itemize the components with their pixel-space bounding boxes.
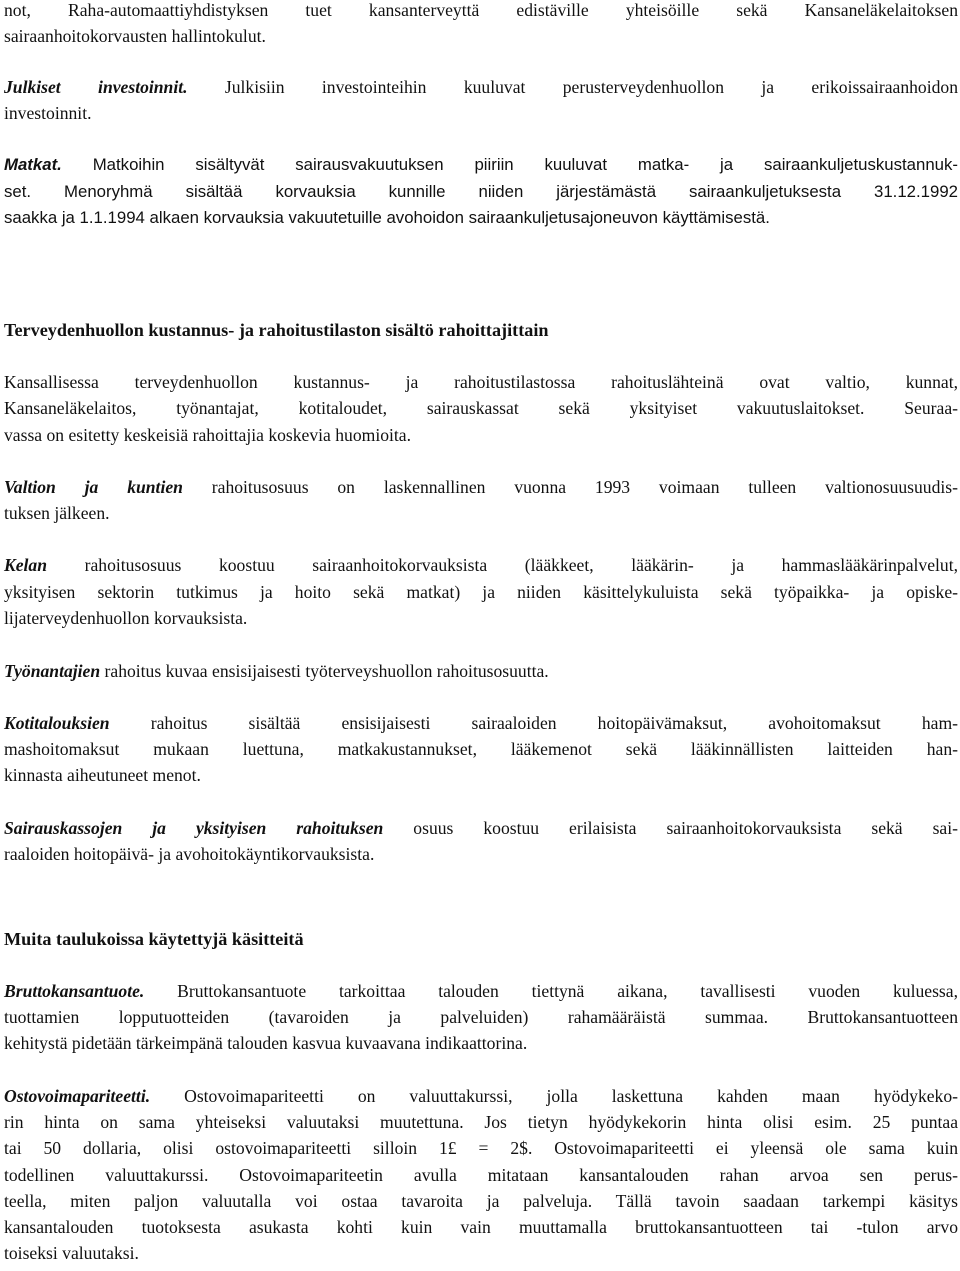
body-line: Kansaneläkelaitos, työnantajat, kotitaloudet, sairauskassat sekä yksityiset vakuutuslaitokset. Seuraa- [4, 398, 958, 418]
paragraph-kotitaloudet: Kotitalouksien rahoitus sisältää ensisijaisesti sairaaloiden hoitopäivämaksut, avohoitomaksut ham- [4, 713, 958, 733]
body-line: tai 50 dollaria, olisi ostovoimapariteetti silloin 1£ = 2$. Ostovoimapariteetti ei yleensä ole sama kuin [4, 1138, 958, 1158]
body-line: todellinen valuuttakurssi. Ostovoimapariteetin avulla mitataan kansantalouden rahan arvoa sen perus- [4, 1165, 958, 1185]
term-matkat: Matkat. [4, 155, 62, 174]
body-line: lijaterveydenhuollon korvauksista. [4, 608, 248, 628]
body-line: set. Menoryhmä sisältää korvauksia kunnille niiden järjestämästä sairaankuljetuksesta 31.12.1992 [4, 182, 958, 201]
body-line: investoinnit. [4, 103, 92, 123]
term-kotitaloudet: Kotitalouksien [4, 713, 110, 733]
term-sairauskassat: Sairauskassojen ja yksityisen rahoituksen [4, 818, 384, 838]
section-heading: Terveydenhuollon kustannus- ja rahoitustilaston sisältö rahoittajittain [4, 320, 549, 340]
term-julkiset: Julkiset investoinnit. [4, 77, 188, 97]
body-line: teella, miten paljon valuutalla voi ostaa tavaroita ja palveluja. Tällä tavoin saadaan tarkempi käsitys [4, 1191, 958, 1211]
body-line: tuksen jälkeen. [4, 503, 110, 523]
body-line: kansantalouden tuotoksesta asukasta kohti kuin vain muuttamalla bruttokansantuotteen tai -tulon arvo [4, 1217, 958, 1237]
paragraph-sairauskassat: Sairauskassojen ja yksityisen rahoituksen osuus koostuu erilaisista sairaanhoitokorvauksista sekä sai- [4, 818, 958, 838]
paragraph-kela: Kelan rahoitusosuus koostuu sairaanhoitokorvauksista (lääkkeet, lääkärin- ja hammaslääkärinpalvelut, [4, 555, 958, 575]
paragraph-ostovoimapariteetti: Ostovoimapariteetti. Ostovoimapariteetti on valuuttakurssi, jolla laskettuna kahden maan hyödykeko- [4, 1086, 958, 1106]
term-bruttokansantuote: Bruttokansantuote. [4, 981, 145, 1001]
body-line: vassa on esitetty keskeisiä rahoittajia koskevia huomioita. [4, 425, 412, 445]
body-line: not, Raha-automaattiyhdistyksen tuet kansanterveyttä edistäville yhteisöille sekä Kansaneläkelaitoksen [4, 0, 958, 20]
paragraph-valtio: Valtion ja kuntien rahoitusosuus on laskennallinen vuonna 1993 voimaan tulleen valtionosuusuudis- [4, 477, 958, 497]
term-ostovoimapariteetti: Ostovoimapariteetti. [4, 1086, 151, 1106]
body-line: raaloiden hoitopäivä- ja avohoitokäyntikorvauksista. [4, 844, 375, 864]
term-tyonantajat: Työnantajien [4, 661, 101, 681]
body-line: kehitystä pidetään tärkeimpänä talouden kasvua kuvaavana indikaattorina. [4, 1033, 528, 1053]
body-line: saakka ja 1.1.1994 alkaen korvauksia vakuutetuille avohoidon sairaankuljetusajoneuvon käyttämisestä. [4, 208, 770, 227]
body-line: yksityisen sektorin tutkimus ja hoito sekä matkat) ja niiden käsittelykuluista sekä työpaikka- ja opiske- [4, 582, 958, 602]
body-line: tuottamien lopputuotteiden (tavaroiden ja palveluiden) rahamääräistä summaa. Bruttokansantuotteen [4, 1007, 958, 1027]
term-kela: Kelan [4, 555, 48, 575]
body-line: toiseksi valuutaksi. [4, 1243, 139, 1263]
term-valtio: Valtion ja kuntien [4, 477, 183, 497]
body-line: kinnasta aiheutuneet menot. [4, 765, 201, 785]
section-heading: Muita taulukoissa käytettyjä käsitteitä [4, 929, 304, 949]
body-line: sairaanhoitokorvausten hallintokulut. [4, 26, 266, 46]
paragraph-matkat: Matkat. Matkoihin sisältyvät sairausvakuutuksen piiriin kuuluvat matka- ja sairaankuljetuskustannuk- [4, 155, 958, 174]
body-line: Kansallisessa terveydenhuollon kustannus- ja rahoitustilastossa rahoituslähteinä ovat valtio, kunnat, [4, 372, 958, 392]
paragraph-julkiset: Julkiset investoinnit. Julkisiin investointeihin kuuluvat perusterveydenhuollon ja erikoissairaanhoidon [4, 77, 958, 97]
body-line: rin hinta on sama yhteiseksi valuutaksi muutettuna. Jos tietyn hyödykekorin hinta olisi esim. 25 puntaa [4, 1112, 958, 1132]
paragraph-tyonantajat: Työnantajien rahoitus kuvaa ensisijaisesti työterveyshuollon rahoitusosuutta. [4, 661, 549, 681]
paragraph-bruttokansantuote: Bruttokansantuote. Bruttokansantuote tarkoittaa talouden tiettynä aikana, tavallisesti vuoden kuluessa, [4, 981, 958, 1001]
body-line: mashoitomaksut mukaan luettuna, matkakustannukset, lääkemenot sekä lääkinnällisten laitteiden han- [4, 739, 958, 759]
